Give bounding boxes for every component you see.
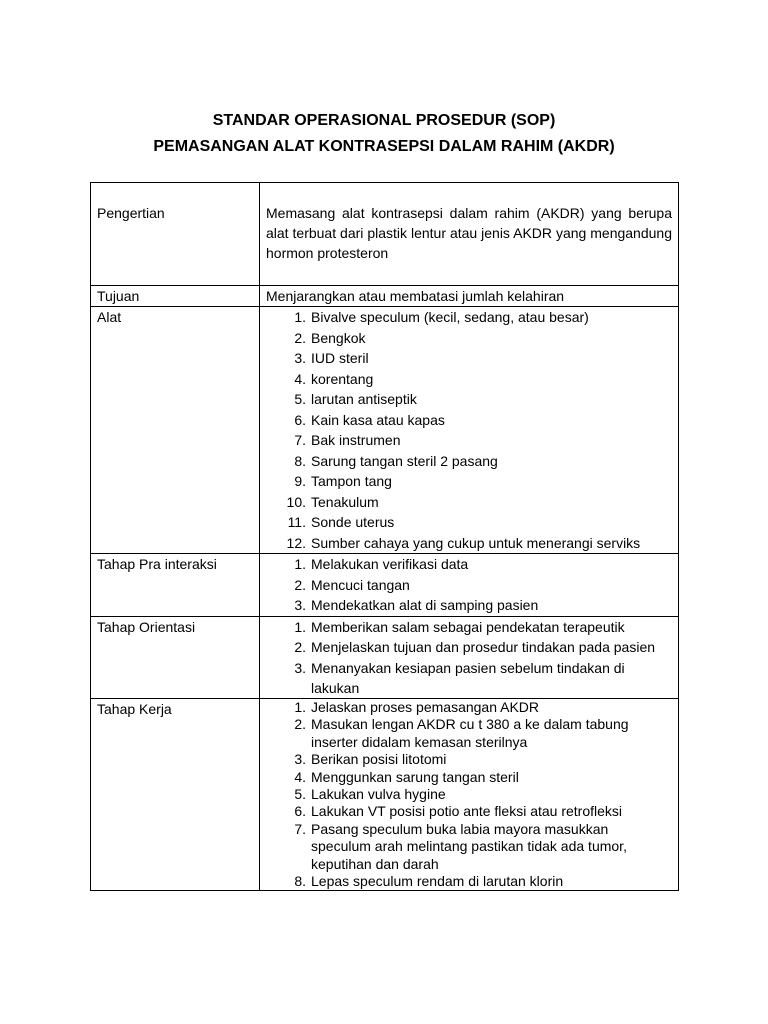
list-item-text: Memberikan salam sebagai pendekatan terapeutik bbox=[311, 618, 625, 635]
list-item-number: 3 . bbox=[266, 595, 306, 615]
list-item-number: 5 . bbox=[266, 389, 306, 409]
list-item-text: larutan antiseptik bbox=[311, 391, 417, 407]
label-orientasi: Tahap Orientasi bbox=[91, 616, 260, 699]
cell-alat bbox=[260, 307, 679, 554]
row-alat bbox=[91, 307, 679, 554]
cell-pra-interaksi bbox=[260, 554, 679, 617]
list-item bbox=[266, 512, 672, 533]
list-item bbox=[266, 873, 672, 890]
cell-pengertian bbox=[260, 183, 679, 286]
list-item bbox=[266, 471, 672, 492]
list-item-number: 8 . bbox=[266, 873, 306, 890]
list-item bbox=[266, 307, 672, 328]
list-item-text: Lakukan VT posisi potio ante fleksi atau retrofleksi bbox=[311, 803, 623, 820]
list-item bbox=[266, 595, 672, 616]
list-item-number: 1 . bbox=[266, 554, 306, 574]
list-item-text: Sarung tangan steril 2 pasang bbox=[311, 452, 498, 469]
pengertian-text: Memasang alat kontrasepsi dalam rahim (AKDR) yang berupa alat terbuat dari plastik lentur atau jenis AKDR yang mengandung hormon protesteron bbox=[266, 205, 672, 261]
title-line-1: STANDAR OPERASIONAL PROSEDUR (SOP) bbox=[212, 112, 556, 129]
pra-interaksi-list bbox=[266, 554, 672, 616]
list-item-text: korentang bbox=[311, 370, 374, 387]
list-item-text: IUD steril bbox=[311, 350, 369, 366]
label-kerja: Tahap Kerja bbox=[91, 699, 260, 891]
list-item-text: Jelaskan proses pemasangan AKDR bbox=[311, 699, 540, 715]
list-item-text: Mencuci tangan bbox=[311, 576, 410, 593]
list-item-text: Bengkok bbox=[311, 329, 366, 346]
list-item bbox=[266, 575, 672, 596]
list-item bbox=[266, 410, 672, 431]
list-item-text: Bivalve speculum (kecil, sedang, atau besar) bbox=[311, 309, 589, 325]
list-item-text: Menggunkan sarung tangan steril bbox=[311, 768, 519, 785]
list-item-number: 4 . bbox=[266, 769, 306, 786]
list-item bbox=[266, 617, 672, 637]
list-item-text: Tampon tang bbox=[311, 473, 392, 489]
list-item-text: Masukan lengan AKDR cu t 380 a ke dalam tabung inserter didalam kemasan sterilnya bbox=[311, 716, 629, 750]
list-item-number: 6 . bbox=[266, 803, 306, 820]
label-pra-interaksi: Tahap Pra interaksi bbox=[91, 554, 260, 617]
row-kerja bbox=[91, 699, 679, 891]
kerja-list bbox=[266, 699, 672, 890]
list-item-text: Kain kasa atau kapas bbox=[311, 411, 445, 428]
list-item-number: 1 . bbox=[266, 699, 306, 716]
list-item-number: 2 . bbox=[266, 716, 306, 733]
list-item bbox=[266, 716, 672, 751]
label-alat: Alat bbox=[91, 307, 260, 554]
list-item bbox=[266, 658, 672, 698]
list-item-text: Bak instrumen bbox=[311, 432, 401, 448]
list-item bbox=[266, 533, 672, 554]
list-item bbox=[266, 769, 672, 786]
tujuan-text: Menjarangkan atau membatasi jumlah kelahiran bbox=[260, 286, 679, 307]
list-item-number: 11 . bbox=[266, 512, 306, 532]
orientasi-list bbox=[266, 617, 672, 698]
list-item-number: 7 . bbox=[266, 821, 306, 838]
list-item-number: 1 . bbox=[266, 617, 306, 637]
list-item-text: Berikan posisi litotomi bbox=[311, 751, 447, 768]
list-item-text: Menjelaskan tujuan dan prosedur tindakan pada pasien bbox=[311, 639, 656, 655]
row-pengertian bbox=[91, 183, 679, 286]
list-item-text: Pasang speculum buka labia mayora masukkan speculum arah melintang pastikan tidak ada tumor, keputihan dan darah bbox=[311, 820, 627, 872]
list-item-text: Lepas speculum rendam di larutan klorin bbox=[311, 873, 564, 890]
list-item bbox=[266, 451, 672, 472]
list-item-number: 8 . bbox=[266, 451, 306, 471]
list-item-text: Melakukan verifikasi data bbox=[311, 556, 469, 572]
label-tujuan: Tujuan bbox=[91, 286, 260, 307]
title-line-2: PEMASANGAN ALAT KONTRASEPSI DALAM RAHIM (AKDR) bbox=[153, 138, 615, 155]
list-item bbox=[266, 803, 672, 820]
list-item bbox=[266, 554, 672, 575]
list-item-number: 12 . bbox=[266, 533, 306, 553]
list-item bbox=[266, 751, 672, 768]
list-item bbox=[266, 389, 672, 410]
list-item-number: 1 . bbox=[266, 307, 306, 327]
list-item-number: 3 . bbox=[266, 658, 306, 678]
list-item bbox=[266, 328, 672, 349]
row-orientasi bbox=[91, 616, 679, 699]
row-pra-interaksi bbox=[91, 554, 679, 617]
list-item-number: 5 . bbox=[266, 786, 306, 803]
list-item-number: 2 . bbox=[266, 328, 306, 348]
list-item bbox=[266, 348, 672, 369]
list-item-number: 3 . bbox=[266, 348, 306, 368]
list-item-text: Sumber cahaya yang cukup untuk menerangi serviks bbox=[311, 534, 641, 551]
list-item bbox=[266, 430, 672, 451]
sop-table bbox=[90, 182, 679, 891]
list-item bbox=[266, 637, 672, 657]
list-item-text: Tenakulum bbox=[311, 493, 379, 510]
label-pengertian: Pengertian bbox=[91, 183, 260, 286]
list-item bbox=[266, 786, 672, 803]
alat-list bbox=[266, 307, 672, 553]
cell-kerja bbox=[260, 699, 679, 891]
list-item-text: Mendekatkan alat di samping pasien bbox=[311, 597, 539, 613]
list-item-number: 4 . bbox=[266, 369, 306, 389]
list-item-text: Lakukan vulva hygine bbox=[311, 786, 446, 803]
list-item bbox=[266, 492, 672, 513]
list-item-number: 2 . bbox=[266, 575, 306, 595]
list-item-number: 6 . bbox=[266, 410, 306, 430]
list-item bbox=[266, 369, 672, 390]
list-item bbox=[266, 821, 672, 873]
cell-orientasi bbox=[260, 616, 679, 699]
list-item-number: 7 . bbox=[266, 430, 306, 450]
list-item-number: 3 . bbox=[266, 751, 306, 768]
list-item-text: Menanyakan kesiapan pasien sebelum tindakan di lakukan bbox=[311, 659, 625, 696]
list-item-number: 9 . bbox=[266, 471, 306, 491]
document-title bbox=[0, 109, 768, 158]
row-tujuan bbox=[91, 286, 679, 307]
list-item-text: Sonde uterus bbox=[311, 514, 395, 530]
list-item-number: 2 . bbox=[266, 637, 306, 657]
list-item bbox=[266, 699, 672, 716]
list-item-number: 10 . bbox=[266, 492, 306, 512]
